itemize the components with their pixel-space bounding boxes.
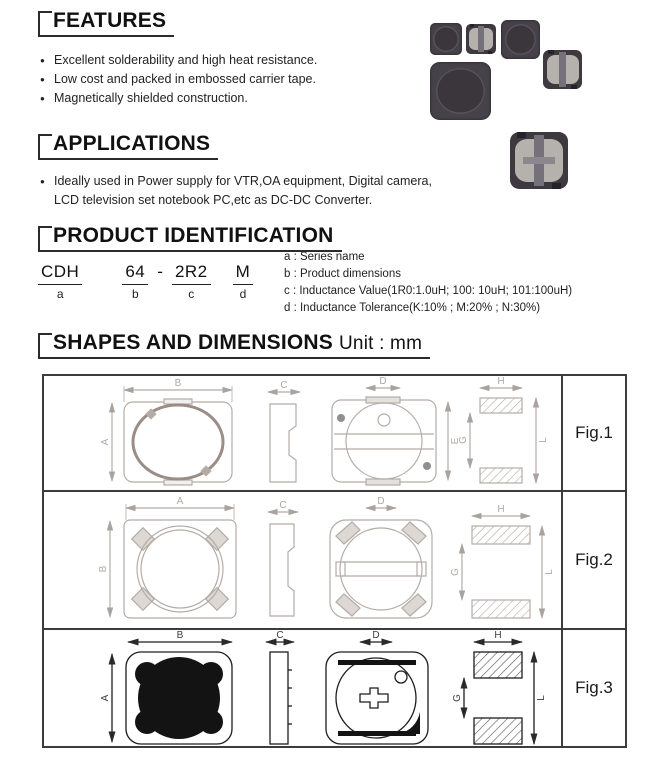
fig3-drawing [44, 630, 561, 746]
dim-label-pad-gap: G [450, 568, 461, 576]
table-row [44, 376, 625, 492]
part-number-legend [284, 249, 572, 317]
dim-label-top-height: A [100, 694, 111, 702]
fig3-bottom-view [326, 642, 428, 744]
fig2-side-view [268, 512, 298, 616]
inductor-photo-medium-bottom [543, 50, 582, 89]
fig2-drawing [44, 492, 561, 626]
applications-section [38, 128, 218, 160]
dim-label-pad-gap: G [458, 436, 469, 444]
applications-title: APPLICATIONS [38, 128, 218, 160]
fig3-top-view [112, 642, 232, 744]
legend-line: a : Series name [284, 251, 365, 263]
dim-label-pad-width: H [497, 376, 505, 387]
legend-line: b : Product dimensions [284, 268, 401, 280]
fig2-top-view [110, 504, 236, 618]
part-number-segment [172, 262, 211, 301]
dim-label-side: C [276, 630, 284, 641]
inductor-photo-small-bottom [466, 24, 496, 54]
feature-item: ● Low cost and packed in embossed carrier tape. [40, 70, 440, 89]
table-row [44, 492, 625, 630]
fig1-side-view [268, 392, 300, 482]
shapes-section [38, 327, 430, 359]
features-title: FEATURES [38, 5, 174, 37]
inductance-code: 2R2 [172, 262, 211, 285]
fig1-drawing [44, 376, 561, 488]
fig1-bottom-view [332, 388, 448, 485]
fig3-land-pattern [464, 642, 534, 744]
inductor-photo-small-top [430, 23, 462, 55]
part-number-segment [122, 262, 148, 301]
part-number-segment [38, 262, 82, 301]
dimension-code: 64 [122, 262, 148, 285]
figure-label: Fig.3 [561, 630, 625, 746]
dim-label-bottom: D [377, 496, 385, 507]
figure-label: Fig.2 [561, 492, 625, 628]
table-row [44, 630, 625, 746]
fig2-land-pattern [462, 516, 542, 618]
part-number [38, 262, 253, 301]
dim-label-top-height: A [100, 438, 111, 446]
dim-label-bottom: D [379, 376, 387, 387]
part-number-segment [233, 262, 254, 301]
features-section [38, 5, 174, 37]
applications-list [40, 172, 448, 210]
inductor-photo-large-top [430, 62, 491, 120]
unit-label: Unit : mm [339, 333, 423, 354]
product-photos [425, 16, 645, 126]
segment-key: a [56, 287, 64, 301]
dim-label-side: C [280, 380, 288, 391]
dim-label-pad-width: H [497, 504, 505, 515]
segment-key: d [239, 287, 247, 301]
application-item: ● Ideally used in Power supply for VTR,OA equipment, Digital camera, LCD television set notebook PC,etc as DC-DC Converter. [40, 172, 448, 210]
tolerance-code: M [233, 262, 254, 285]
dim-label-bottom-height: E [450, 437, 461, 445]
dim-label-bottom: D [372, 630, 380, 641]
dim-label-pad-length: L [538, 437, 549, 443]
figure-label: Fig.1 [561, 376, 625, 490]
legend-line: d : Inductance Tolerance(K:10% ; M:20% ; N:30%) [284, 302, 541, 314]
fig2-drawings [44, 492, 561, 628]
feature-item: ● Excellent solderability and high heat resistance. [40, 51, 440, 70]
shapes-title [38, 327, 430, 359]
inductor-photo-large-bottom [510, 132, 568, 189]
legend-line: c : Inductance Value(1R0:1.0uH; 100: 10uH; 101:100uH) [284, 285, 573, 297]
fig1-drawings [44, 376, 561, 490]
dim-label-side: C [279, 500, 287, 511]
dim-label-pad-length: L [536, 695, 547, 701]
product-identification-section [38, 220, 342, 252]
fig1-land-pattern [470, 388, 536, 483]
part-number-separator: - [157, 262, 163, 281]
dim-label-pad-width: H [494, 630, 502, 641]
dim-label-top-height: B [98, 565, 109, 573]
inductor-photo-medium-top [501, 20, 540, 59]
dim-label-top-width: B [176, 630, 184, 641]
feature-item: ● Magnetically shielded construction. [40, 89, 440, 108]
segment-key: c [188, 287, 195, 301]
dim-label-top-width: A [176, 496, 184, 507]
series-code: CDH [38, 262, 82, 285]
dim-label-top-width: B [174, 378, 182, 389]
fig3-side-view [266, 642, 294, 744]
product-identification-title: PRODUCT IDENTIFICATION [38, 220, 342, 252]
fig2-bottom-view [330, 508, 432, 618]
segment-key: b [131, 287, 139, 301]
dim-label-pad-length: L [544, 569, 555, 575]
dimensions-table [42, 374, 627, 748]
fig3-drawings [44, 630, 561, 746]
shapes-title-text: SHAPES AND DIMENSIONS [53, 331, 333, 354]
dim-label-pad-gap: G [452, 694, 463, 702]
fig1-top-view [112, 386, 232, 485]
features-list [40, 51, 440, 108]
